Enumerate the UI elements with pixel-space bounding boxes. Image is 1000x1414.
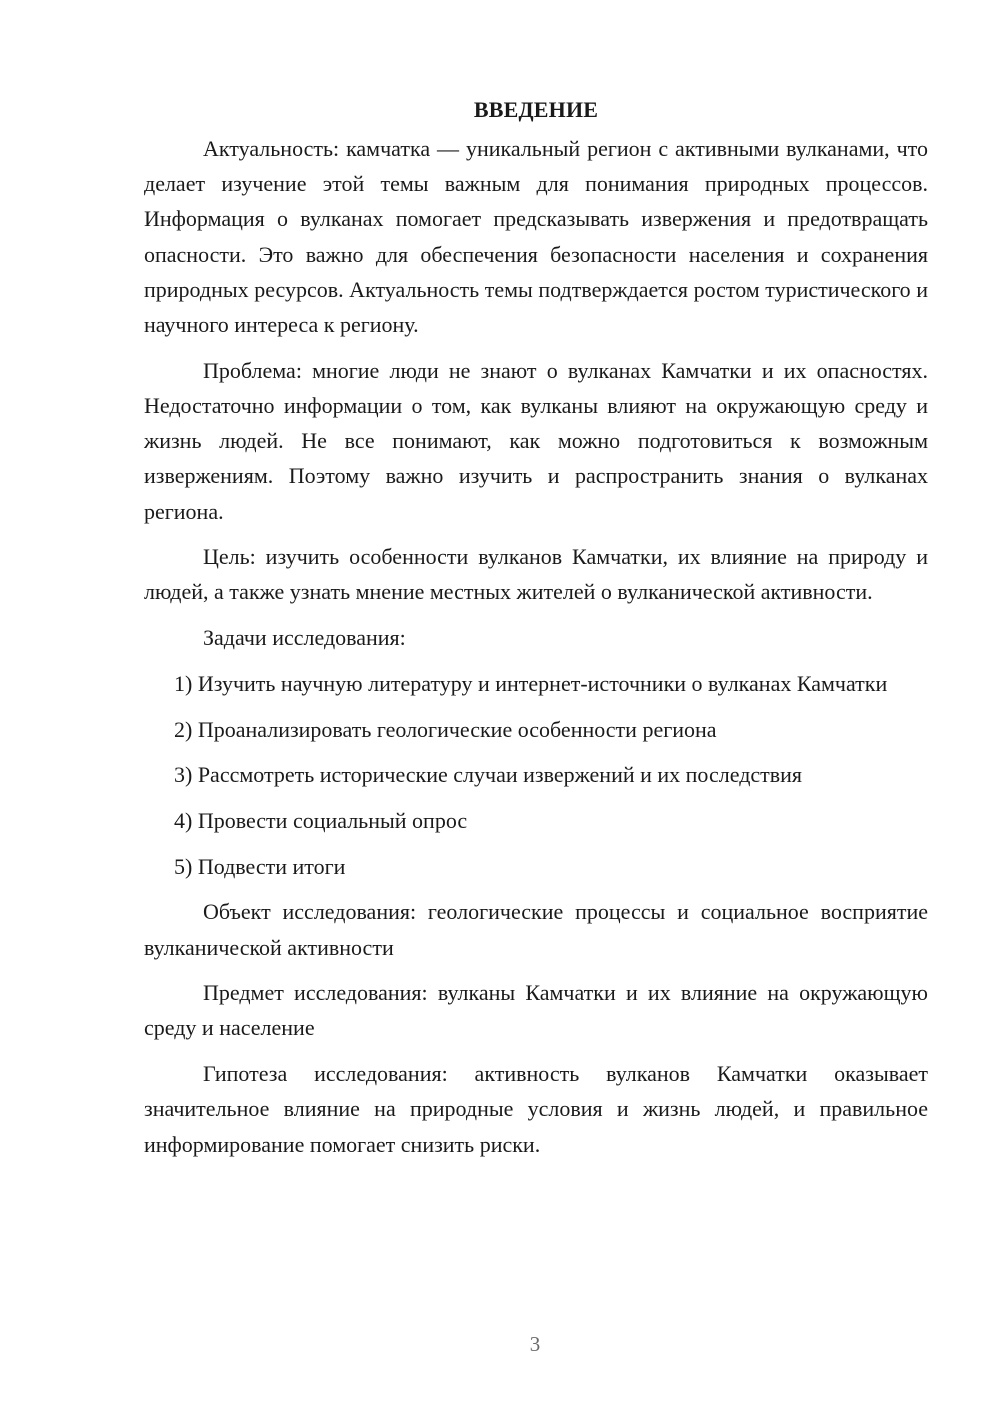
paragraph-subject: Предмет исследования: вулканы Камчатки и их влияние на окружающую среду и население	[144, 980, 928, 1041]
paragraph-goal: Цель: изучить особенности вулканов Камчатки, их влияние на природу и людей, а также узнать мнение местных жителей о вулканической активности.	[144, 544, 928, 605]
paragraph-object: Объект исследования: геологические процессы и социальное восприятие вулканической активности	[144, 899, 928, 960]
document-page	[144, 92, 928, 1162]
task-item-4: 4) Провести социальный опрос	[174, 807, 468, 833]
page-number: 3	[529, 1332, 541, 1356]
paragraph-problem: Проблема: многие люди не знают о вулканах Камчатки и их опасностях. Недостаточно информации о том, как вулканы влияют на окружающую среду и жизнь людей. Не все понимают, как можно подготовиться к возможным извержениям. Поэтому важно изучить и распространить знания о вулканах региона.	[144, 357, 928, 524]
paragraph-hypothesis: Гипотеза исследования: активность вулканов Камчатки оказывает значительное влияние на природные условия и жизнь людей, и правильное информирование помогает снизить риски.	[144, 1061, 928, 1157]
task-item-5: 5) Подвести итоги	[174, 853, 346, 879]
paragraph-relevance: Актуальность: камчатка — уникальный регион с активными вулканами, что делает изучение этой темы важным для понимания природных процессов. Информация о вулканах помогает предсказывать извержения и предотвращать опасности. Это важно для обеспечения безопасности населения и сохранения природных ресурсов. Актуальность темы подтверждается ростом туристического и научного интереса к региону.	[144, 136, 928, 338]
task-item-2: 2) Проанализировать геологические особенности региона	[174, 716, 717, 742]
task-item-1: 1) Изучить научную литературу и интернет-источники о вулканах Камчатки	[174, 670, 888, 696]
task-item-3: 3) Рассмотреть исторические случаи извержений и их последствия	[174, 762, 803, 788]
section-title: ВВЕДЕНИЕ	[473, 97, 599, 122]
tasks-heading: Задачи исследования:	[203, 625, 406, 651]
